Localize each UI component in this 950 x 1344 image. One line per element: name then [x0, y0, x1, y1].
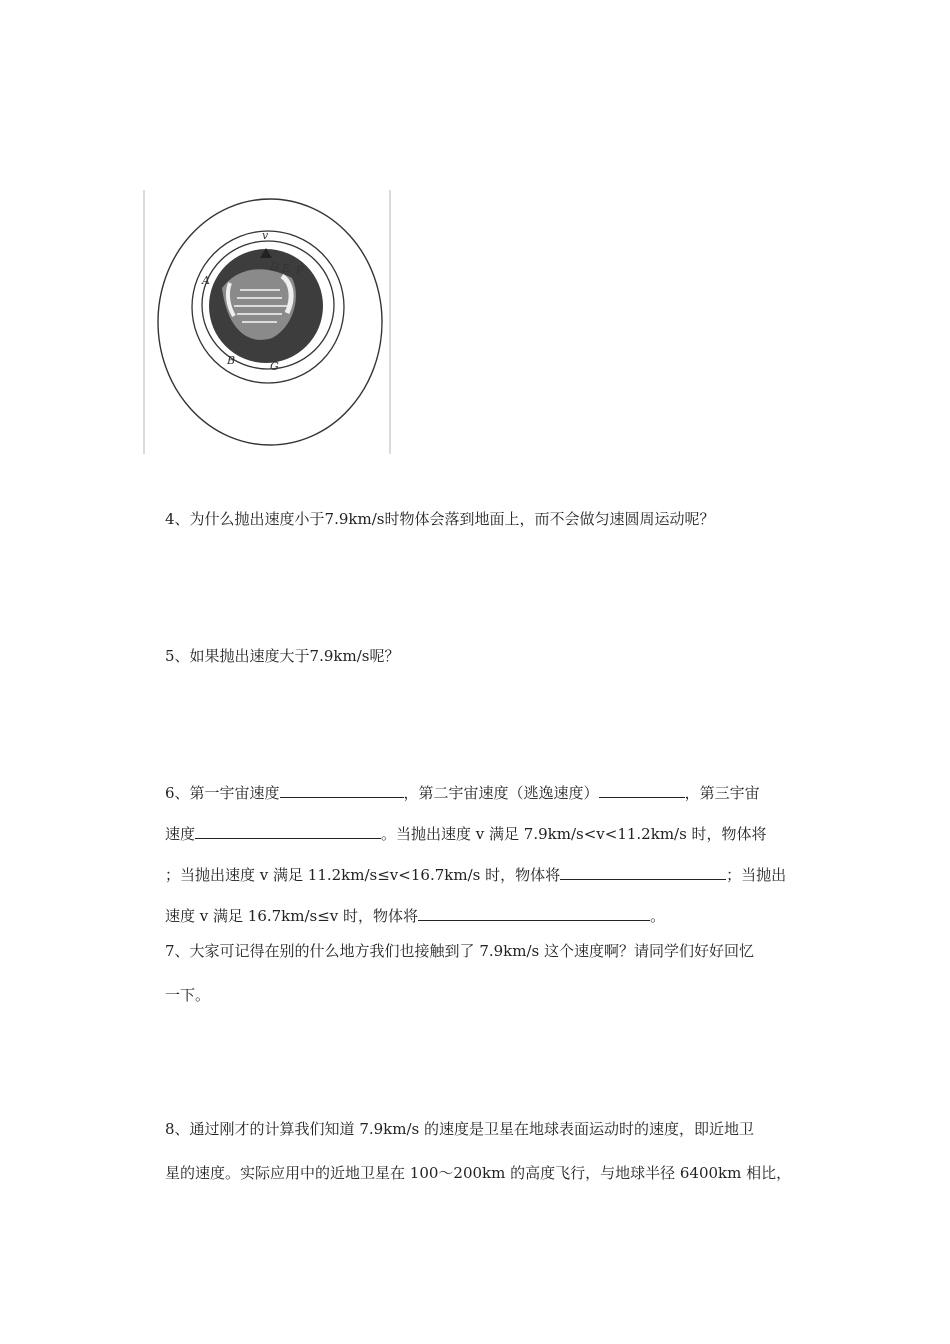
q6-text-3: ，第三宇宙 [684, 784, 760, 802]
q6-text-6: ；当抛出速度 v 满足 11.2km/s≤v<16.7km/s 时，物体将 [165, 866, 561, 884]
question-6-line-4 [165, 905, 825, 926]
label-g: G [270, 360, 279, 373]
answer-blank-third-cosmic-velocity[interactable] [195, 823, 381, 839]
question-8-line-2: 星的速度。实际应用中的近地卫星在 100～200km 的高度飞行，与地球半径 6400km 相比， [165, 1164, 792, 1182]
question-8-line-1: 8、通过刚才的计算我们知道 7.9km/s 的速度是卫星在地球表面运动时的速度，即近地卫 [165, 1120, 755, 1138]
orbit-figure [142, 188, 394, 456]
answer-blank-case-2[interactable] [560, 864, 726, 880]
label-b: B [227, 354, 236, 367]
label-d: D [270, 260, 279, 273]
label-f: F [296, 264, 304, 277]
answer-blank-case-3[interactable] [418, 905, 650, 921]
question-6-line-2 [165, 823, 825, 844]
question-7-line-1: 7、大家可记得在别的什么地方我们也接触到了 7.9km/s 这个速度啊？请同学们好好回忆 [165, 942, 755, 960]
q6-text-8: 速度 v 满足 16.7km/s≤v 时，物体将 [165, 907, 419, 925]
orbit-diagram [142, 188, 394, 456]
q6-text-9: 。 [650, 907, 666, 925]
label-a: A [202, 274, 210, 287]
label-v: v [262, 229, 269, 242]
label-e: E [282, 262, 291, 275]
answer-blank-second-cosmic-velocity[interactable] [599, 782, 685, 798]
q6-text-7: ；当抛出 [726, 866, 787, 884]
answer-blank-first-cosmic-velocity[interactable] [280, 782, 404, 798]
q6-text-2: ，第二宇宙速度（逃逸速度） [403, 784, 599, 802]
question-6-line-1 [165, 782, 825, 803]
question-7-line-2: 一下。 [165, 986, 211, 1004]
q6-text-1: 6、第一宇宙速度 [165, 784, 280, 802]
q6-text-5: 。当抛出速度 v 满足 7.9km/s<v<11.2km/s 时，物体将 [381, 825, 767, 843]
question-5: 5、如果抛出速度大于7.9km/s呢？ [165, 647, 400, 665]
question-4: 4、为什么抛出速度小于7.9km/s时物体会落到地面上，而不会做匀速圆周运动呢？ [165, 510, 715, 528]
q6-text-4: 速度 [165, 825, 196, 843]
question-6-line-3 [165, 864, 825, 885]
